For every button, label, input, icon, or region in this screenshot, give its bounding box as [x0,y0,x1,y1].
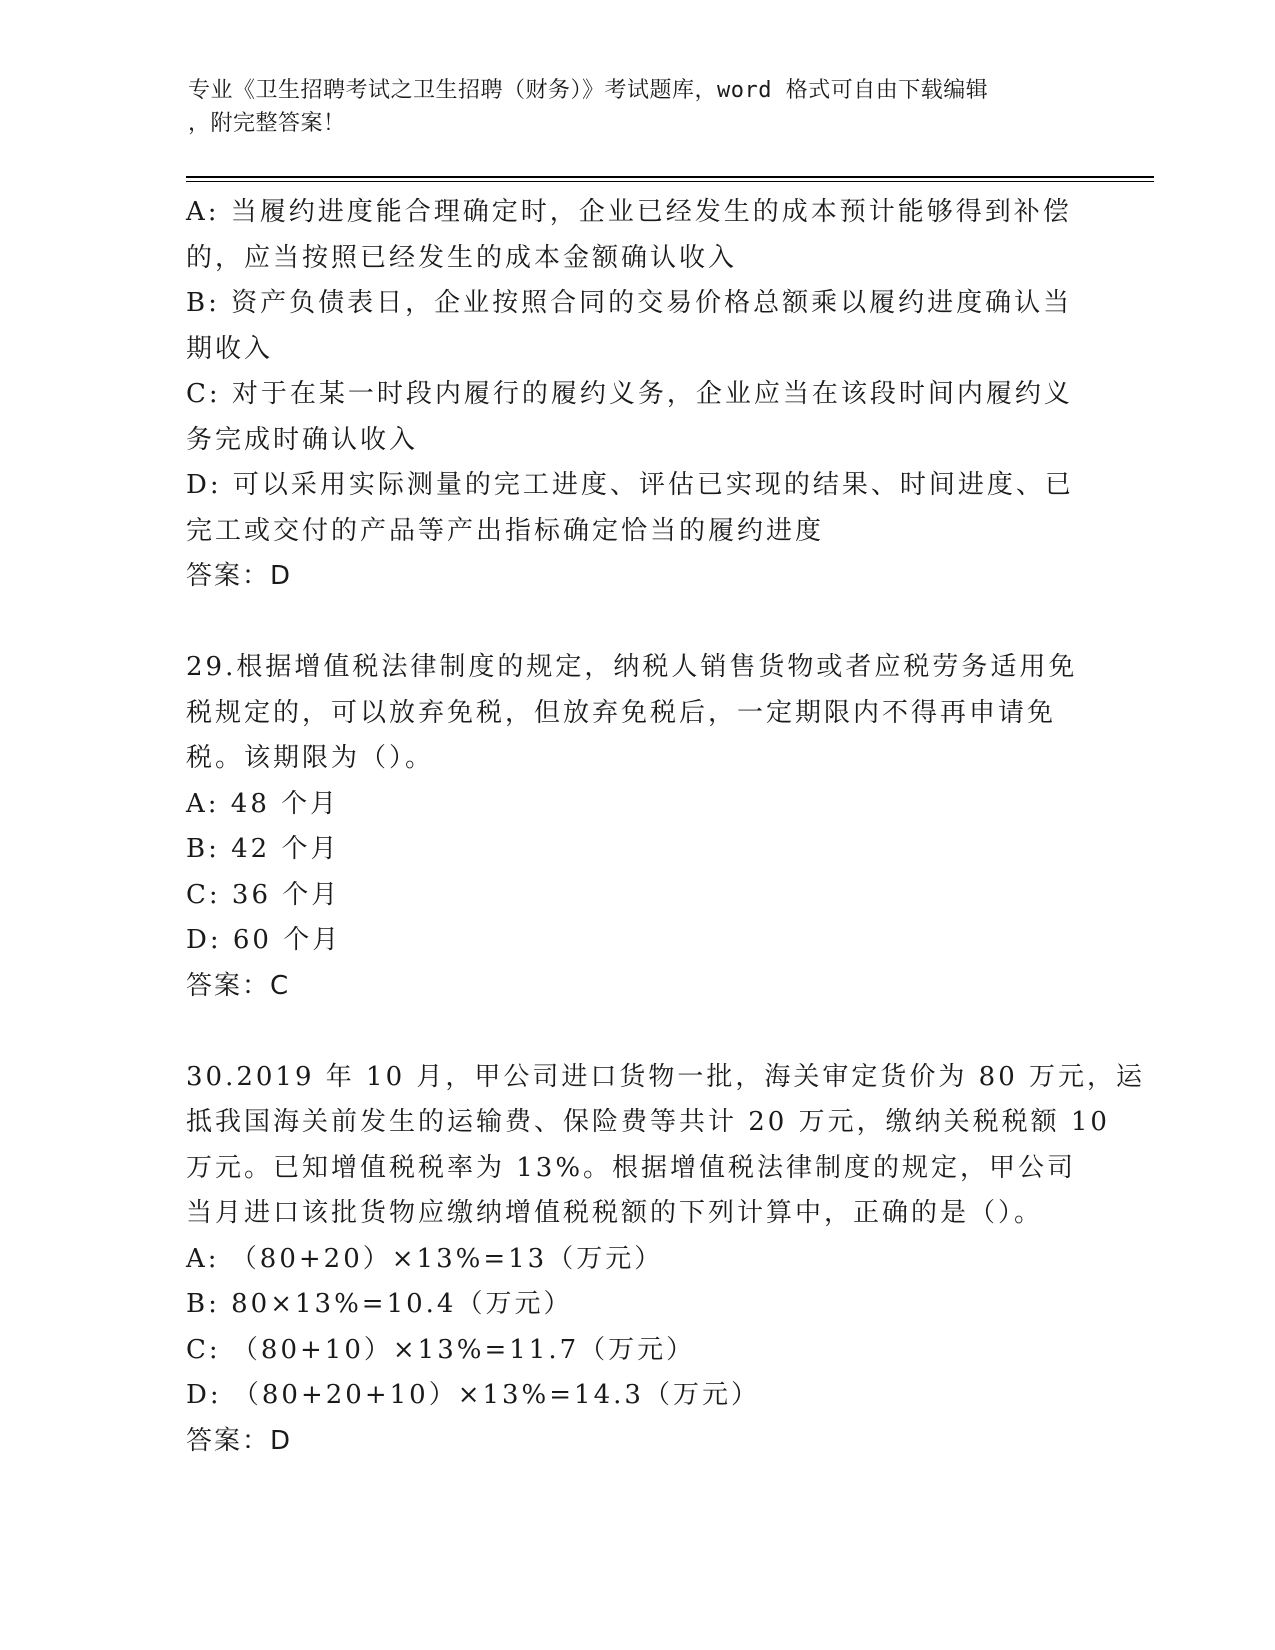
question-stem-line: 万元。已知增值税税率为 13%。根据增值税法律制度的规定，甲公司 [186,1152,1077,1183]
question-stem-line: 抵我国海关前发生的运输费、保险费等共计 20 万元，缴纳关税税额 10 [186,1107,1110,1137]
option-d-line-2: 完工或交付的产品等产出指标确定恰当的履约进度 [186,515,825,546]
question-stem-line: 税。该期限为（）。 [186,743,435,773]
option-b [186,281,1086,372]
document-header [188,74,1088,140]
option-c [186,372,1086,463]
option-c: C: （80+10）×13%=11.7（万元） [186,1334,696,1365]
question-content [186,190,1146,1464]
option-a: A: （80+20）×13%=13（万元） [186,1243,664,1274]
option-d [186,463,1086,554]
option-d-line-1: D: 可以采用实际测量的完工进度、评估已实现的结果、时间进度、已 [186,470,1074,500]
header-rule-thin [186,181,1154,182]
prev-question [186,190,1086,600]
option-b-line-1: B: 资产负债表日，企业按照合同的交易价格总额乘以履约进度确认当 [186,288,1073,318]
option-d: D: 60 个月 [186,925,342,955]
spacer [186,600,1086,646]
option-a-line-2: 的，应当按照已经发生的成本金额确认收入 [186,242,738,273]
header-line-2: ，附完整答案！ [188,111,346,136]
option-c-line-2: 务完成时确认收入 [186,424,419,455]
question-30 [186,1055,1146,1465]
answer: 答案：D [186,1425,293,1456]
header-line-1: 专业《卫生招聘考试之卫生招聘（财务）》考试题库，word 格式可自由下载编辑 [188,78,989,103]
question-stem-line: 当月进口该批货物应缴纳增值税税额的下列计算中，正确的是（）。 [186,1198,1044,1228]
question-29 [186,645,1086,1009]
option-a: A: 48 个月 [186,788,340,819]
option-c-line-1: C: 对于在某一时段内履行的履约义务，企业应当在该段时间内履约义 [186,379,1073,409]
option-b: B: 80×13%=10.4（万元） [186,1289,573,1319]
header-rule-thick [186,176,1154,178]
answer: 答案：D [186,561,293,591]
option-d: D: （80+20+10）×13%=14.3（万元） [186,1380,760,1410]
option-c: C: 36 个月 [186,879,341,910]
option-b-line-2: 期收入 [186,333,274,364]
question-stem-line: 29.根据增值税法律制度的规定，纳税人销售货物或者应税劳务适用免 [186,652,1078,682]
question-stem-line: 30.2019 年 10 月，甲公司进口货物一批，海关审定货价为 80 万元，运 [186,1061,1146,1092]
option-b: B: 42 个月 [186,834,340,864]
answer: 答案：C [186,970,291,1001]
spacer [186,1009,1086,1055]
option-a [186,190,1086,281]
question-stem-line: 税规定的，可以放弃免税，但放弃免税后，一定期限内不得再申请免 [186,697,1057,728]
option-a-line-1: A: 当履约进度能合理确定时，企业已经发生的成本预计能够得到补偿 [186,197,1072,227]
